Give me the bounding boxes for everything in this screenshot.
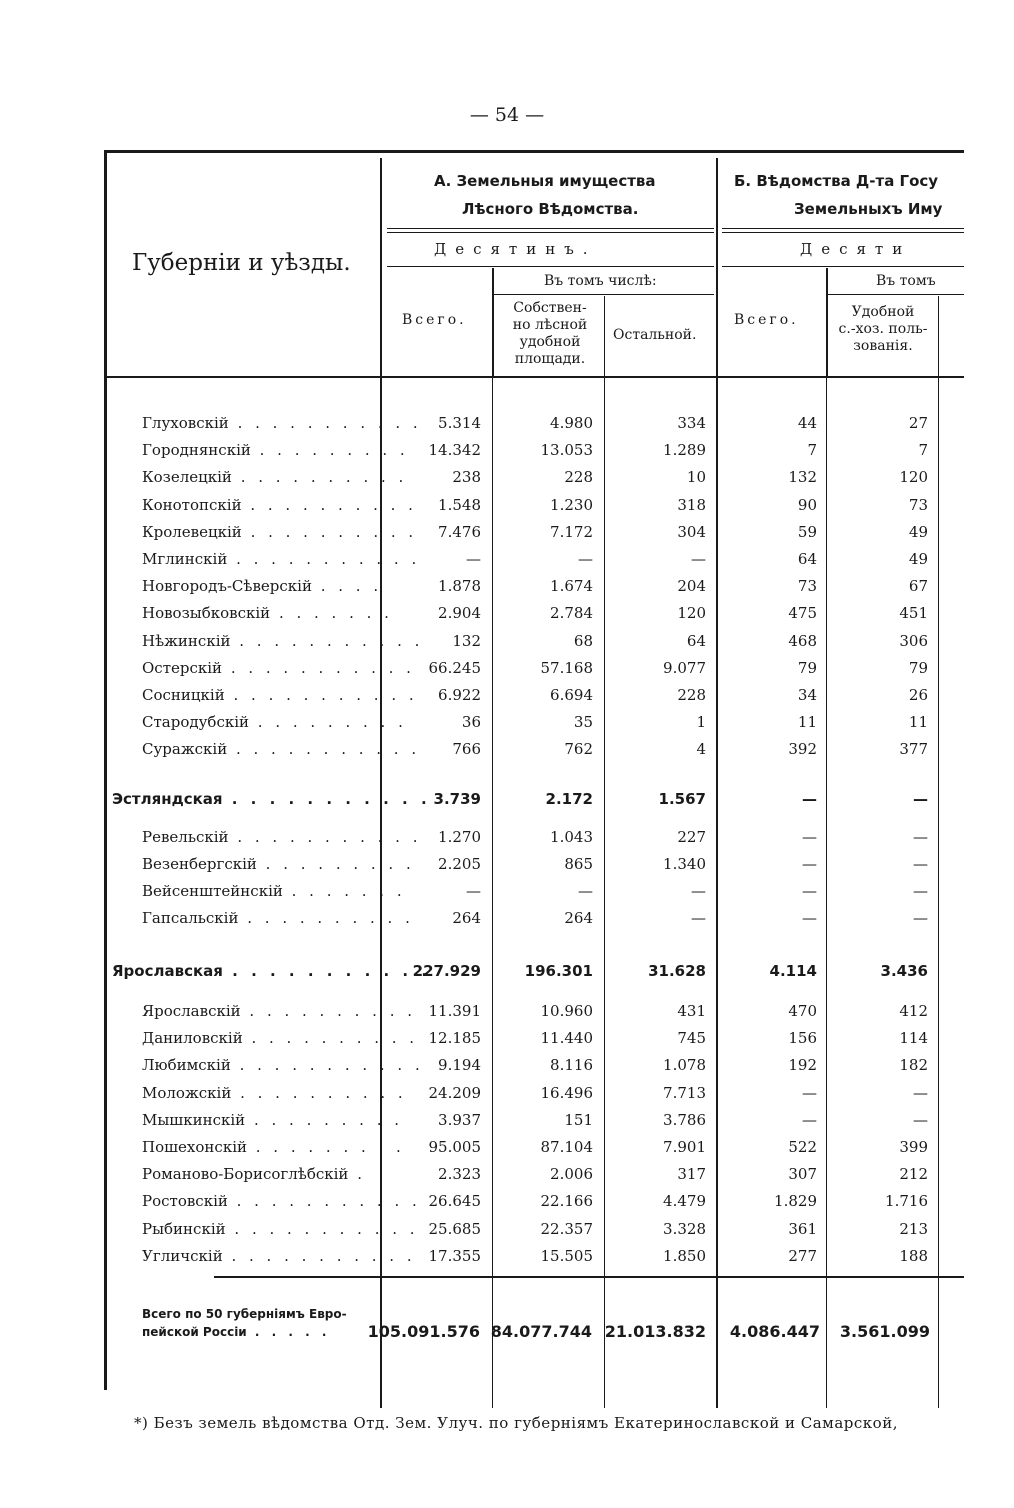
row-name-text: Конотопскій: [142, 495, 242, 514]
leader-dots: . . . .: [311, 577, 383, 596]
row-name: [142, 1029, 418, 1047]
row-name-text: Новозыбковскій: [142, 604, 271, 623]
cell-b2: —: [913, 1083, 928, 1102]
row-name: [142, 1002, 416, 1020]
cell-a1: 17.355: [428, 1246, 481, 1265]
row-name-text: Новгородъ-Сѣверскій: [142, 577, 312, 596]
cell-a1: 7.476: [438, 522, 481, 541]
cell-b1: 307: [788, 1165, 817, 1184]
cell-a2: 228: [564, 468, 593, 487]
cell-a2: 196.301: [524, 962, 593, 980]
group-a-title-1: А. Земельныя имущества: [434, 172, 656, 190]
cell-a3: 334: [677, 414, 706, 432]
divider-groups: [716, 158, 718, 1408]
row-name-text: Суражскій: [142, 740, 228, 759]
group-b-col2-head: Удобной с.-хоз. поль- зованія.: [838, 304, 928, 354]
cell-a3: 304: [677, 522, 706, 541]
leader-dots: . . . . . . . . . .: [240, 1002, 417, 1020]
row-name: [142, 1247, 416, 1265]
group-a-col2-head: Собствен- но лѣсной удобной площади.: [512, 300, 588, 367]
cell-b1: 44: [797, 414, 817, 432]
cell-a1: 1.270: [438, 828, 481, 846]
cell-a3: 204: [677, 577, 706, 596]
cell-b1: 64: [797, 550, 817, 568]
total-label: Всего по 50 губерніямъ Евро- пейской Россіи . . . . .: [142, 1307, 347, 1339]
cell-b2: 212: [899, 1165, 928, 1184]
cell-a2: 2.172: [545, 790, 593, 808]
cell-a3: 7.901: [663, 1138, 706, 1156]
row-name: [142, 855, 415, 873]
cell-a3: 64: [686, 631, 706, 650]
cell-b1: 59: [797, 522, 817, 541]
leader-dots: . . . . . . . . . .: [241, 495, 417, 514]
cell-a3: 1: [696, 713, 706, 732]
cell-b1: 277: [788, 1246, 817, 1265]
cell-b1: —: [802, 882, 817, 900]
cell-b1: —: [802, 790, 817, 808]
cell-b1: —: [802, 909, 817, 927]
cell-a2: 6.694: [550, 686, 593, 704]
leader-dots: . . . . . . .: [282, 882, 406, 900]
cell-a3: 1.340: [663, 855, 706, 873]
row-name: [142, 468, 407, 486]
row-name-text: Мышкинскій: [142, 1110, 246, 1129]
cell-a3: 431: [677, 1002, 706, 1020]
group-b-incl: Въ томъ: [876, 273, 936, 289]
row-name-text: Даниловскій: [142, 1029, 243, 1048]
cell-b1: 34: [797, 686, 817, 704]
cell-b2: 3.436: [880, 962, 928, 980]
leader-dots: . . . . . . . . . . .: [222, 790, 431, 808]
cell-b2: 11: [908, 713, 928, 732]
leader-dots: . . . . . . . . .: [250, 441, 409, 460]
leader-dots: . . . . . . . . . .: [238, 909, 414, 927]
row-name: [142, 577, 382, 595]
cell-a1: 3.937: [438, 1110, 481, 1129]
cell-a3: 1.078: [663, 1056, 706, 1075]
row-name-text: Эстляндская: [112, 790, 223, 808]
cell-a3: 4.479: [663, 1192, 706, 1211]
row-name: [142, 414, 422, 432]
cell-a2: 2.784: [550, 604, 593, 623]
cell-a3: —: [691, 909, 706, 927]
total-a2: 84.077.744: [490, 1322, 592, 1341]
row-name: [142, 523, 417, 541]
cell-a3: 7.713: [663, 1083, 706, 1102]
cell-a3: 3.328: [663, 1219, 706, 1238]
leader-dots: . . . . . . . . . . .: [227, 550, 421, 568]
row-name: [142, 740, 420, 758]
row-label-header: Губерніи и уѣзды.: [132, 250, 351, 276]
row-name-text: Любимскій: [142, 1056, 231, 1075]
cell-a2: 1.230: [550, 495, 593, 514]
row-name: [142, 828, 421, 846]
cell-a3: 228: [677, 686, 706, 704]
cell-b1: —: [802, 828, 817, 846]
cell-a1: 6.922: [438, 686, 481, 704]
row-name: [142, 1165, 366, 1183]
cell-a1: 2.323: [438, 1165, 481, 1184]
row-name-text: Ревельскій: [142, 828, 229, 846]
row-name-text: Мглинскій: [142, 550, 228, 568]
row-name: [112, 962, 431, 980]
cell-a3: 317: [677, 1165, 706, 1184]
cell-b2: 120: [899, 468, 928, 487]
cell-b2: 26: [908, 686, 928, 704]
cell-b2: 73: [908, 495, 928, 514]
cell-b1: 192: [788, 1056, 817, 1075]
cell-b2: 67: [908, 577, 928, 596]
leader-dots: . . . . . . . . . . .: [224, 686, 418, 704]
leader-dots: . . . . . . . . . . .: [222, 658, 415, 677]
cell-a1: 132: [452, 631, 481, 650]
row-name-text: Моложскій: [142, 1083, 232, 1102]
cell-b1: 361: [788, 1219, 817, 1238]
cell-a1: 66.245: [428, 658, 481, 677]
row-name-text: Остерскій: [142, 658, 223, 677]
col-a3-line: [604, 378, 605, 1408]
row-name: [142, 659, 415, 677]
cell-a2: 1.674: [550, 577, 593, 596]
row-name-text: Вейсенштейнскій: [142, 882, 283, 900]
cell-b1: 132: [788, 468, 817, 487]
cell-a3: 227: [677, 828, 706, 846]
cell-a1: 2.205: [438, 855, 481, 873]
cell-a1: 25.685: [428, 1219, 481, 1238]
cell-a3: 745: [677, 1029, 706, 1048]
row-name: [142, 1220, 419, 1238]
cell-b1: —: [802, 1083, 817, 1102]
cell-a2: —: [578, 550, 593, 568]
cell-b2: 7: [918, 441, 928, 460]
cell-b2: 49: [908, 522, 928, 541]
top-rule: [104, 150, 964, 153]
cell-b2: 188: [899, 1246, 928, 1265]
left-rule: [104, 150, 107, 1390]
leader-dots: . . . . . . . . .: [247, 1138, 405, 1156]
cell-a1: 1.878: [438, 577, 481, 596]
row-name: [142, 1192, 421, 1210]
cell-b2: —: [913, 828, 928, 846]
cell-a1: 2.904: [438, 604, 481, 623]
row-name: [142, 604, 393, 622]
cell-a3: 1.850: [663, 1246, 706, 1265]
cell-a2: 68: [573, 631, 593, 650]
cell-a3: 318: [677, 495, 706, 514]
cell-b1: 73: [797, 577, 817, 596]
cell-a1: 3.739: [433, 790, 481, 808]
cell-b2: 114: [899, 1029, 928, 1048]
row-name-text: Рыбинскій: [142, 1219, 226, 1238]
row-name: [142, 1084, 407, 1102]
leader-dots: . . . . . . . . . . .: [222, 1246, 416, 1265]
cell-a2: 15.505: [540, 1246, 593, 1265]
leader-dots: . . . . . . . . . . .: [227, 1192, 421, 1211]
cell-a3: 31.628: [648, 962, 706, 980]
leader-dots: . . . . . . . . . . .: [225, 1219, 419, 1238]
cell-a2: 22.166: [540, 1192, 593, 1211]
group-b-title-2: Земельныхъ Иму: [794, 200, 943, 218]
cell-b2: 399: [899, 1138, 928, 1156]
group-a-total-head: Всего.: [402, 312, 467, 328]
cell-b1: 11: [797, 713, 817, 732]
cell-b2: 27: [908, 414, 928, 432]
leader-dots: . . . . . . . . . .: [231, 1083, 407, 1102]
row-name-text: Везенбергскій: [142, 855, 257, 873]
leader-dots: . . . . . . . . .: [249, 713, 407, 732]
row-name: [142, 550, 420, 568]
row-name: [142, 1111, 403, 1129]
total-b2: 3.561.099: [839, 1322, 930, 1341]
cell-a2: 762: [564, 740, 593, 759]
cell-a2: 264: [564, 909, 593, 927]
cell-a1: —: [466, 550, 481, 568]
cell-a3: 120: [677, 604, 706, 623]
cell-b2: —: [913, 790, 928, 808]
cell-b2: 182: [899, 1056, 928, 1075]
group-b-total-head: Всего.: [734, 312, 799, 328]
cell-a2: 8.116: [550, 1056, 593, 1075]
row-name-text: Глуховскій: [142, 414, 229, 432]
cell-b1: 475: [788, 604, 817, 623]
row-name-text: Козелецкій: [142, 468, 232, 487]
page-number: — 54 —: [469, 104, 545, 126]
row-name-text: Ярославскій: [142, 1002, 241, 1020]
leader-dots: . . . . . . . . . .: [242, 1029, 419, 1048]
cell-a1: 238: [452, 468, 481, 487]
cell-a1: 11.391: [428, 1002, 481, 1020]
leader-dots: . . . . . . . . . .: [231, 468, 408, 487]
group-b-unit: Десяти: [800, 240, 912, 258]
cell-a3: 10: [686, 468, 706, 487]
rule-b-sub-v2: [938, 296, 939, 378]
cell-b2: —: [913, 1110, 928, 1129]
cell-b1: 90: [797, 495, 817, 514]
rule-b-title: [722, 228, 964, 229]
cell-a1: 227.929: [412, 962, 481, 980]
cell-a3: 9.077: [663, 658, 706, 677]
cell-a1: 264: [452, 909, 481, 927]
cell-a1: 1.548: [438, 495, 481, 514]
cell-a1: 95.005: [428, 1138, 481, 1156]
row-name: [142, 1138, 405, 1156]
leader-dots: . . . . . . . . .: [245, 1110, 404, 1129]
group-a-unit: Десятинъ.: [434, 240, 597, 258]
rule-b-incl: [828, 294, 964, 295]
cell-a2: 35: [573, 713, 593, 732]
cell-b2: 306: [899, 631, 928, 650]
row-name-text: Пошехонскій: [142, 1138, 247, 1156]
cell-b1: 392: [788, 740, 817, 759]
cell-a2: 4.980: [550, 414, 593, 432]
cell-b2: 377: [899, 740, 928, 759]
cell-b2: 1.716: [885, 1192, 928, 1211]
cell-b1: 1.829: [774, 1192, 817, 1211]
cell-a1: —: [466, 882, 481, 900]
total-b1: 4.086.447: [729, 1322, 820, 1341]
cell-b1: 4.114: [769, 962, 817, 980]
rule-a-title: [387, 228, 714, 229]
row-name-text: Ростовскій: [142, 1192, 228, 1211]
cell-b2: —: [913, 855, 928, 873]
row-name-text: Сосницкій: [142, 686, 225, 704]
cell-b1: —: [802, 855, 817, 873]
total-a3: 21.013.832: [604, 1322, 706, 1341]
cell-a2: 16.496: [540, 1083, 593, 1102]
leader-dots: . . . . . . .: [270, 604, 393, 623]
cell-a1: 14.342: [428, 441, 481, 460]
leader-dots: . . . . . . . . . . .: [230, 1056, 424, 1075]
col-b3-line: [938, 378, 939, 1408]
cell-b1: —: [802, 1110, 817, 1129]
cell-a3: —: [691, 550, 706, 568]
cell-a1: 24.209: [428, 1083, 481, 1102]
cell-a2: 13.053: [540, 441, 593, 460]
cell-b1: 7: [807, 441, 817, 460]
row-name-text: Нѣжинскій: [142, 631, 231, 650]
rule-a-title-2: [387, 232, 714, 233]
footnote: *) Безъ земель вѣдомства Отд. Зем. Улуч. по губерніямъ Екатеринославской и Самарской,: [134, 1414, 898, 1432]
cell-a2: 151: [564, 1110, 593, 1129]
row-name: [142, 882, 406, 900]
row-name-text: Угличскій: [142, 1246, 223, 1265]
total-a1: 105.091.576: [367, 1322, 480, 1341]
rule-b-title-2: [722, 232, 964, 233]
col-a2-line: [492, 378, 493, 1408]
col-b2-line: [826, 378, 827, 1408]
row-name-text: Романово-Борисоглѣбскій: [142, 1165, 349, 1184]
leader-dots: . . . . . . . . . .: [241, 522, 418, 541]
cell-a2: 11.440: [540, 1029, 593, 1048]
cell-a3: 4: [696, 740, 706, 759]
cell-a2: —: [578, 882, 593, 900]
row-name: [142, 713, 407, 731]
cell-a2: 7.172: [550, 522, 593, 541]
row-name-text: Стародубскій: [142, 713, 250, 732]
group-a-title-2: Лѣсного Вѣдомства.: [462, 200, 639, 218]
rule-b-unit: [722, 266, 964, 267]
row-name: [142, 441, 409, 459]
leader-dots: . . . . . . . . .: [256, 855, 415, 873]
cell-b1: 522: [788, 1138, 817, 1156]
cell-b1: 470: [788, 1002, 817, 1020]
leader-dots: . . . . . . . . . . .: [230, 631, 424, 650]
group-a-col3-head: Остальной.: [613, 327, 697, 343]
cell-b2: —: [913, 882, 928, 900]
cell-b2: 213: [899, 1219, 928, 1238]
leader-dots: . . . . . . . . . . .: [228, 414, 422, 432]
row-name: [142, 496, 417, 514]
cell-a1: 5.314: [438, 414, 481, 432]
cell-a1: 12.185: [428, 1029, 481, 1048]
rule-a-sub-v2: [604, 296, 605, 378]
leader-dots: . . . . . . . . . . .: [222, 962, 432, 980]
cell-a2: 2.006: [550, 1165, 593, 1184]
cell-b2: —: [913, 909, 928, 927]
cell-a2: 57.168: [540, 658, 593, 677]
cell-a3: 1.567: [658, 790, 706, 808]
cell-a2: 10.960: [540, 1002, 593, 1020]
row-name-text: Гапсальскій: [142, 909, 239, 927]
cell-a2: 865: [564, 855, 593, 873]
cell-a1: 766: [452, 740, 481, 759]
cell-a1: 36: [461, 713, 481, 732]
cell-a3: —: [691, 882, 706, 900]
cell-b2: 451: [899, 604, 928, 623]
cell-a2: 87.104: [540, 1138, 593, 1156]
rule-a-incl: [494, 294, 714, 295]
total-rule: [214, 1276, 964, 1278]
group-a-incl: Въ томъ числѣ:: [544, 273, 657, 289]
leader-dots: .: [348, 1165, 366, 1184]
cell-b2: 79: [908, 658, 928, 677]
row-name-text: Кролевецкій: [142, 522, 242, 541]
cell-b1: 156: [788, 1029, 817, 1048]
row-name: [112, 790, 431, 808]
cell-a2: 1.043: [550, 828, 593, 846]
rule-a-unit: [387, 266, 714, 267]
cell-a3: 3.786: [663, 1110, 706, 1129]
row-name-text: Городнянскій: [142, 441, 251, 460]
row-name-text: Ярославская: [112, 962, 223, 980]
cell-a1: 26.645: [428, 1192, 481, 1211]
row-name: [142, 909, 414, 927]
cell-a3: 1.289: [663, 441, 706, 460]
header-bottom-rule: [104, 376, 964, 378]
cell-b2: 412: [899, 1002, 928, 1020]
row-name: [142, 686, 418, 704]
group-b-title-1: Б. Вѣдомства Д-та Госу: [734, 172, 939, 190]
cell-b1: 79: [797, 658, 817, 677]
cell-a2: 22.357: [540, 1219, 593, 1238]
leader-dots: . . . . . . . . . . .: [228, 828, 422, 846]
cell-a1: 9.194: [438, 1056, 481, 1075]
row-name: [142, 632, 423, 650]
cell-b1: 468: [788, 631, 817, 650]
leader-dots: . . . . . . . . . . .: [227, 740, 421, 759]
rule-a-sub-v: [492, 268, 494, 378]
cell-b2: 49: [908, 550, 928, 568]
row-name: [142, 1056, 424, 1074]
